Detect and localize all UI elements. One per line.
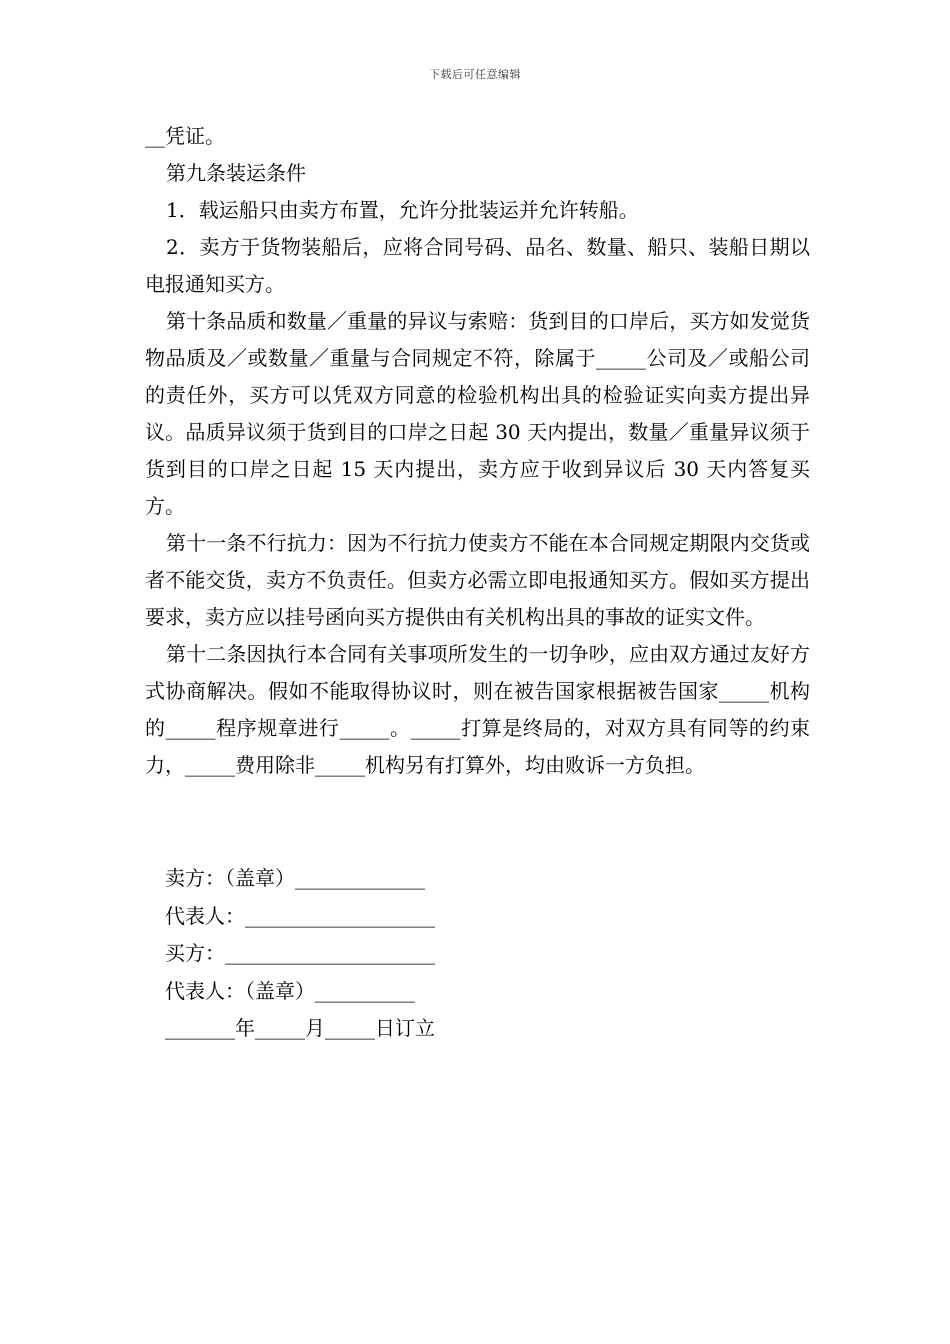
signature-block (165, 860, 485, 1048)
article-10: 第十条品质和数量／重量的异议与索赔：货到目的口岸后，买方如发觉货物品质及／或数量／重量与合同规定不符，除属于_____公司及／或船公司的责任外，买方可以凭双方同意的检验机构出具的检验证实向卖方提出异议。品质异议须于货到目的口岸之日起 30 天内提出，数量／重量异议须于货到目的口岸之日起 15 天内提出，卖方应于收到异议后 30 天内答复买方。 (145, 309, 810, 518)
article-12: 第十二条因执行本合同有关事项所发生的一切争吵，应由双方通过友好方式协商解决。假如不能取得协议时，则在被告国家根据被告国家_____机构的_____程序规章进行_____。_____打算是终局的，对双方具有同等的约束力，_____费用除非_____机构另有打算外，均由败诉一方负担。 (145, 642, 810, 777)
signing-date-line: _______年_____月_____日订立 (165, 1016, 435, 1040)
contract-body (145, 118, 810, 784)
seller-signature-line: 卖方：（盖章）_____________ (165, 866, 425, 890)
article-11: 第十一条不行抗力：因为不行抗力使卖方不能在本合同规定期限内交货或者不能交货，卖方不负责任。但卖方必需立即电报通知买方。假如买方提出要求，卖方应以挂号函向买方提供由有关机构出具的事故的证实文件。 (145, 531, 810, 629)
buyer-signature-line: 买方：_____________________ (165, 941, 435, 965)
seller-representative-line: 代表人：___________________ (165, 903, 435, 928)
article-9-clause-1: 1．载运船只由卖方布置，允许分批装运并允许转船。 (166, 198, 639, 222)
buyer-representative-line: 代表人：（盖章）__________ (165, 978, 415, 1003)
article-9-title: 第九条装运条件 (166, 161, 306, 185)
paragraph-voucher-tail: __凭证。 (145, 124, 225, 148)
article-9-clause-2: 2．卖方于货物装船后，应将合同号码、品名、数量、船只、装船日期以电报通知买方。 (145, 235, 810, 296)
page-header: 下载后可任意编辑 (429, 68, 521, 81)
